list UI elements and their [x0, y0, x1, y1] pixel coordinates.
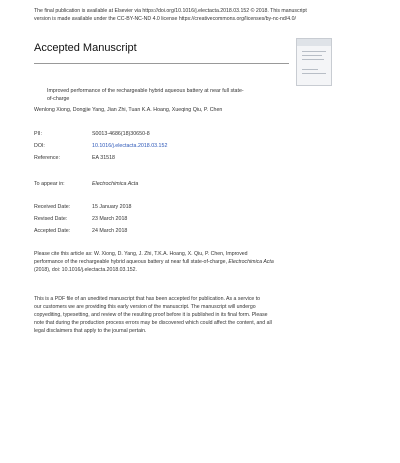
doi-link[interactable]: 10.1016/j.electacta.2018.03.152 [92, 143, 168, 149]
received-date-label: Received Date: [34, 204, 71, 210]
notice-line-1: The final publication is available at Elsevier via https://doi.org/10.1016/j.electacta.2018.03.152 © 2018. This manuscript [34, 8, 307, 14]
disclaimer-line-5: legal disclaimers that apply to the journal pertain. [34, 328, 147, 334]
disclaimer-line-3: copyediting, typesetting, and review of the resulting proof before it is published in its final form. Please [34, 312, 268, 318]
journal-name: Electrochimica Acta [92, 181, 139, 187]
appear-in-label: To appear in: [34, 181, 65, 187]
journal-cover-thumbnail [296, 38, 332, 86]
article-title [47, 88, 297, 103]
reference-value: EA 31518 [92, 155, 115, 161]
title-divider [34, 63, 289, 64]
notice-line-2: version is made available under the CC-BY-NC-ND 4.0 license https://creativecommons.org/licenses/by-nc-nd/4.0/ [34, 16, 296, 22]
article-title-line-2: of-charge [47, 95, 70, 102]
citation-line-2-text: performance of the rechargeable hybrid aqueous battery at near full state-of-charge, [34, 259, 229, 265]
citation-paragraph [34, 250, 379, 274]
pii-value: S0013-4686(18)30650-8 [92, 131, 150, 137]
page-title: Accepted Manuscript [34, 42, 137, 54]
publication-notice [34, 7, 374, 23]
disclaimer-line-1: This is a PDF file of an unedited manuscript that has been accepted for publication. As a service to [34, 296, 261, 302]
received-date-value: 15 January 2018 [92, 204, 132, 210]
author-list: Wenlong Xiong, Dongjie Yang, Jian Zhi, Tuan K.A. Hoang, Xueqing Qiu, P. Chen [34, 107, 223, 113]
cover-header-band [297, 39, 331, 46]
disclaimer-line-2: our customers we are providing this early version of the manuscript. The manuscript will undergo [34, 304, 256, 310]
accepted-date-value: 24 March 2018 [92, 228, 128, 234]
doi-label: DOI: [34, 143, 45, 149]
citation-line-2 [34, 258, 379, 266]
cover-line [302, 69, 318, 70]
citation-line-1: Please cite this article as: W. Xiong, D. Yang, J. Zhi, T.K.A. Hoang, X. Qiu, P. Chen, Improved [34, 251, 248, 257]
disclaimer-line-4: note that during the production process errors may be discovered which could affect the content, and all [34, 320, 272, 326]
revised-date-value: 23 March 2018 [92, 216, 128, 222]
pii-label: PII: [34, 131, 42, 137]
revised-date-label: Revised Date: [34, 216, 68, 222]
citation-journal: Electrochimica Acta [228, 259, 274, 265]
cover-line [302, 59, 324, 60]
article-title-line-1: Improved performance of the rechargeable hybrid aqueous battery at near full state- [47, 88, 244, 94]
disclaimer-paragraph [34, 295, 379, 335]
citation-line-3: (2018), doi: 10.1016/j.electacta.2018.03.152. [34, 267, 137, 273]
cover-line [302, 51, 326, 52]
cover-line [302, 55, 322, 56]
reference-label: Reference: [34, 155, 60, 161]
cover-line [302, 73, 326, 74]
accepted-date-label: Accepted Date: [34, 228, 71, 234]
